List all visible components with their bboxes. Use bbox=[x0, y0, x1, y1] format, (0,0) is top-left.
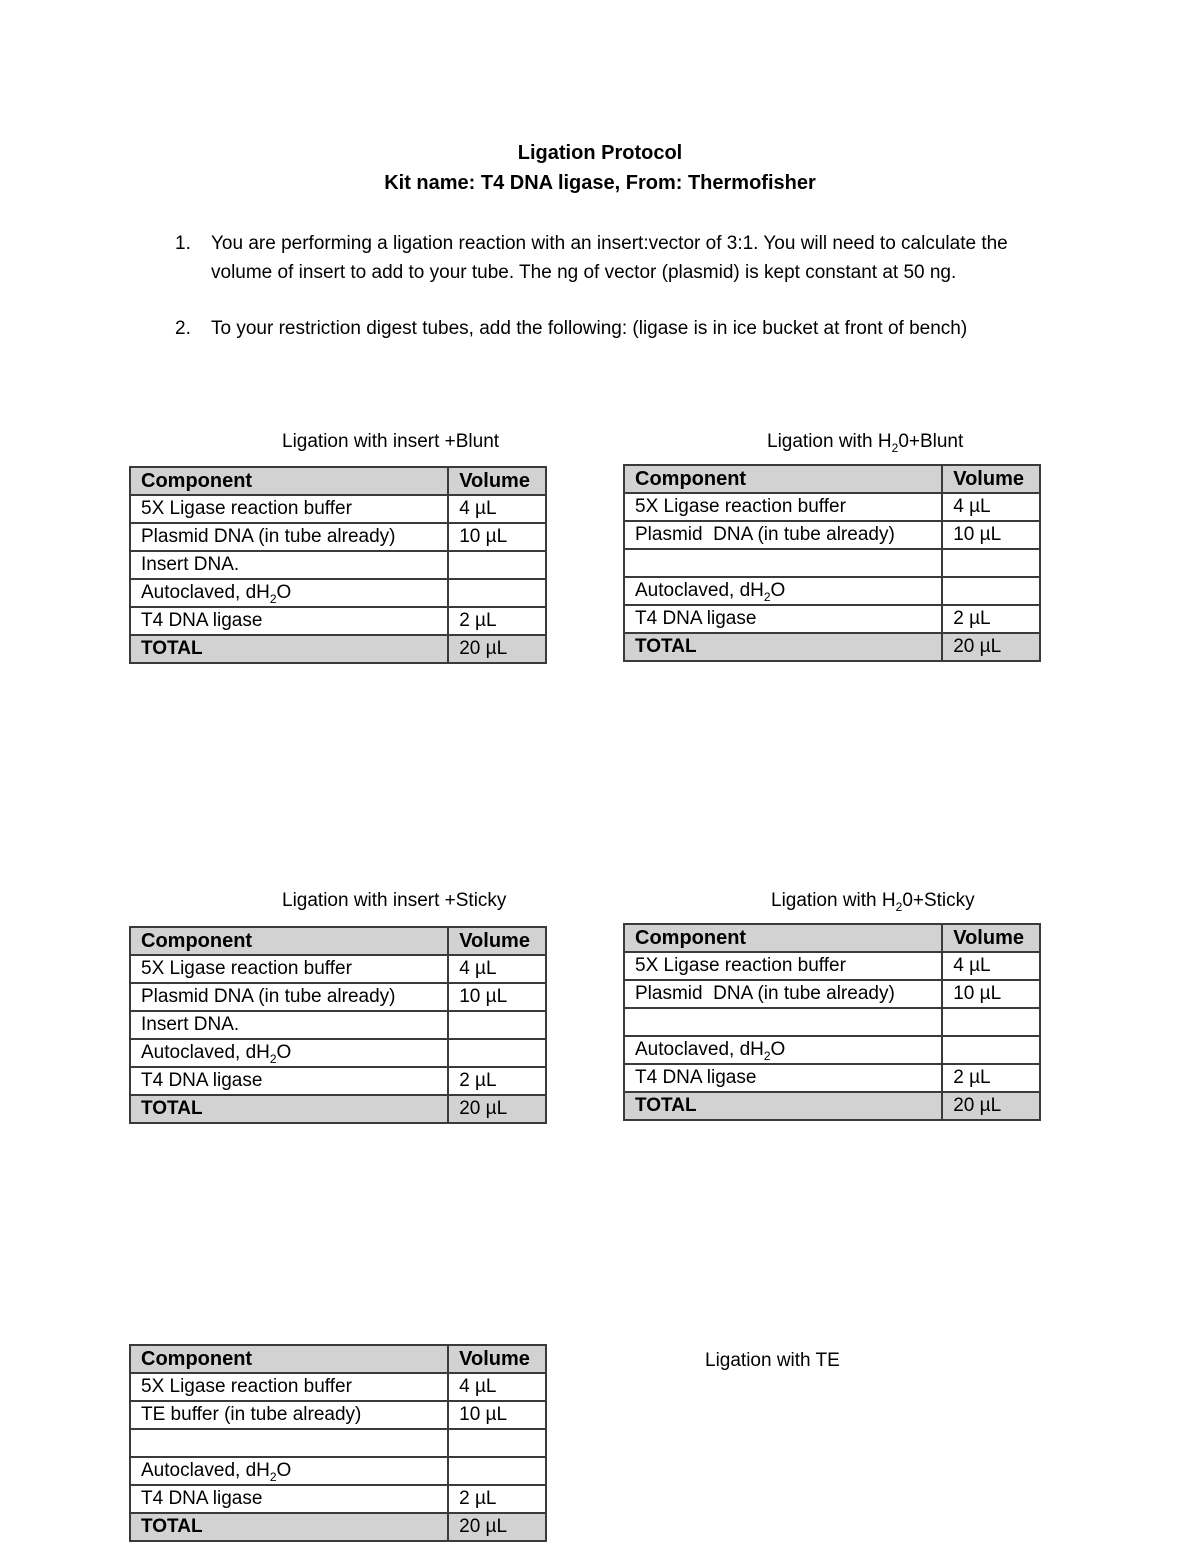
header-volume: Volume bbox=[942, 924, 1040, 952]
row-component: Autoclaved, $dH_2O$ bbox=[130, 579, 448, 607]
row-component: T4 DNA ligase bbox=[624, 1064, 942, 1092]
total-volume: 20 µL bbox=[448, 1095, 546, 1123]
header-component: Component bbox=[624, 924, 942, 952]
row-component: 5X Ligase reaction buffer bbox=[130, 1373, 448, 1401]
step-2 bbox=[175, 314, 1035, 343]
total-volume: 20 µL bbox=[942, 633, 1040, 661]
table-insert-sticky bbox=[129, 926, 547, 1124]
table-row bbox=[130, 1429, 546, 1457]
row-component: 5X Ligase reaction buffer bbox=[624, 493, 942, 521]
table-insert-blunt bbox=[129, 466, 547, 664]
table-row bbox=[130, 983, 546, 1011]
row-component: Insert DNA. bbox=[130, 1011, 448, 1039]
table-row bbox=[130, 495, 546, 523]
row-component: 5X Ligase reaction buffer bbox=[624, 952, 942, 980]
row-volume: 4 µL bbox=[942, 493, 1040, 521]
table-row bbox=[130, 1067, 546, 1095]
row-component: TE buffer (in tube already) bbox=[130, 1401, 448, 1429]
table-h2o-blunt bbox=[623, 464, 1041, 662]
table-row bbox=[130, 607, 546, 635]
document-title: Ligation Protocol bbox=[517, 142, 683, 164]
row-volume: 4 µL bbox=[942, 952, 1040, 980]
table-row bbox=[624, 952, 1040, 980]
step-number: 2. bbox=[175, 318, 191, 339]
total-label: TOTAL bbox=[130, 1095, 448, 1123]
table-header-row bbox=[130, 1345, 546, 1373]
table-h2o-sticky bbox=[623, 923, 1041, 1121]
table-header-row bbox=[624, 924, 1040, 952]
caption-h2o-blunt: Ligation with $H_20+Blunt$ bbox=[767, 431, 964, 455]
header-component: Component bbox=[130, 1345, 448, 1373]
row-volume: 10 µL bbox=[448, 1401, 546, 1429]
total-volume: 20 µL bbox=[448, 635, 546, 663]
table-header-row bbox=[130, 467, 546, 495]
row-component: T4 DNA ligase bbox=[130, 607, 448, 635]
row-component: T4 DNA ligase bbox=[130, 1485, 448, 1513]
kit-name-line: Kit name: T4 DNA ligase, From: Thermofisher bbox=[384, 172, 816, 194]
row-volume: 2 µL bbox=[448, 607, 546, 635]
header-volume: Volume bbox=[448, 467, 546, 495]
table-total-row bbox=[624, 1092, 1040, 1120]
row-component: Insert DNA. bbox=[130, 551, 448, 579]
row-component bbox=[130, 1429, 448, 1457]
row-volume bbox=[448, 1457, 546, 1485]
row-volume: 4 µL bbox=[448, 955, 546, 983]
total-label: TOTAL bbox=[130, 1513, 448, 1541]
row-volume: 10 µL bbox=[448, 523, 546, 551]
table-row bbox=[624, 605, 1040, 633]
row-volume bbox=[448, 551, 546, 579]
row-volume bbox=[448, 1429, 546, 1457]
row-volume bbox=[448, 1011, 546, 1039]
row-component: Plasmid DNA (in tube already) bbox=[130, 523, 448, 551]
row-volume bbox=[448, 1039, 546, 1067]
table-total-row bbox=[624, 633, 1040, 661]
header-component: Component bbox=[130, 467, 448, 495]
table-row bbox=[130, 1485, 546, 1513]
row-component: Plasmid DNA (in tube already) bbox=[624, 521, 942, 549]
row-volume bbox=[942, 577, 1040, 605]
total-label: TOTAL bbox=[624, 1092, 942, 1120]
row-component: Autoclaved, $dH_2O$ bbox=[130, 1039, 448, 1067]
total-volume: 20 µL bbox=[448, 1513, 546, 1541]
table-header-row bbox=[130, 927, 546, 955]
row-volume: 2 µL bbox=[942, 1064, 1040, 1092]
table-row bbox=[624, 493, 1040, 521]
total-label: TOTAL bbox=[130, 635, 448, 663]
table-row bbox=[130, 551, 546, 579]
table-row bbox=[624, 1064, 1040, 1092]
row-component: 5X Ligase reaction buffer bbox=[130, 955, 448, 983]
header-component: Component bbox=[130, 927, 448, 955]
row-volume bbox=[942, 1008, 1040, 1036]
table-row bbox=[130, 1401, 546, 1429]
table-row bbox=[624, 980, 1040, 1008]
row-component bbox=[624, 549, 942, 577]
table-row bbox=[130, 1373, 546, 1401]
protocol-steps bbox=[175, 229, 1035, 370]
table-row bbox=[130, 1011, 546, 1039]
row-volume bbox=[942, 1036, 1040, 1064]
step-text: You are performing a ligation reaction with an insert:vector of 3:1. You will need to calculate the volume of insert to add to your tube. The ng of vector (plasmid) is kept constant at 50 ng. bbox=[211, 233, 1008, 283]
table-row bbox=[624, 549, 1040, 577]
table-row bbox=[130, 955, 546, 983]
row-volume: 10 µL bbox=[942, 980, 1040, 1008]
table-total-row bbox=[130, 1513, 546, 1541]
header-component: Component bbox=[624, 465, 942, 493]
table-row bbox=[624, 577, 1040, 605]
row-volume bbox=[448, 579, 546, 607]
total-label: TOTAL bbox=[624, 633, 942, 661]
row-component: Autoclaved, $dH_2O$ bbox=[624, 1036, 942, 1064]
step-1 bbox=[175, 229, 1035, 287]
row-component bbox=[624, 1008, 942, 1036]
table-header-row bbox=[624, 465, 1040, 493]
table-row bbox=[130, 1457, 546, 1485]
row-component: Plasmid DNA (in tube already) bbox=[624, 980, 942, 1008]
table-row bbox=[130, 523, 546, 551]
table-row bbox=[130, 1039, 546, 1067]
row-volume: 4 µL bbox=[448, 1373, 546, 1401]
table-total-row bbox=[130, 1095, 546, 1123]
table-total-row bbox=[130, 635, 546, 663]
header-volume: Volume bbox=[448, 1345, 546, 1373]
caption-insert-sticky: Ligation with insert +Sticky bbox=[282, 890, 507, 911]
caption-te: Ligation with TE bbox=[705, 1350, 840, 1371]
header-volume: Volume bbox=[942, 465, 1040, 493]
row-volume: 10 µL bbox=[942, 521, 1040, 549]
step-text: To your restriction digest tubes, add the following: (ligase is in ice bucket at front of bench) bbox=[211, 318, 968, 339]
table-te bbox=[129, 1344, 547, 1542]
row-component: T4 DNA ligase bbox=[130, 1067, 448, 1095]
caption-insert-blunt: Ligation with insert +Blunt bbox=[282, 431, 500, 452]
table-row bbox=[624, 521, 1040, 549]
caption-h2o-sticky: Ligation with $H_20+Sticky$ bbox=[771, 890, 975, 914]
row-component: T4 DNA ligase bbox=[624, 605, 942, 633]
table-row bbox=[624, 1008, 1040, 1036]
table-row bbox=[130, 579, 546, 607]
row-volume: 4 µL bbox=[448, 495, 546, 523]
row-component: Autoclaved, $dH_2O$ bbox=[624, 577, 942, 605]
row-volume bbox=[942, 549, 1040, 577]
row-volume: 10 µL bbox=[448, 983, 546, 1011]
row-component: 5X Ligase reaction buffer bbox=[130, 495, 448, 523]
total-volume: 20 µL bbox=[942, 1092, 1040, 1120]
step-number: 1. bbox=[175, 233, 191, 254]
row-volume: 2 µL bbox=[942, 605, 1040, 633]
table-row bbox=[624, 1036, 1040, 1064]
row-component: Plasmid DNA (in tube already) bbox=[130, 983, 448, 1011]
header-volume: Volume bbox=[448, 927, 546, 955]
row-volume: 2 µL bbox=[448, 1067, 546, 1095]
row-component: Autoclaved, $dH_2O$ bbox=[130, 1457, 448, 1485]
row-volume: 2 µL bbox=[448, 1485, 546, 1513]
